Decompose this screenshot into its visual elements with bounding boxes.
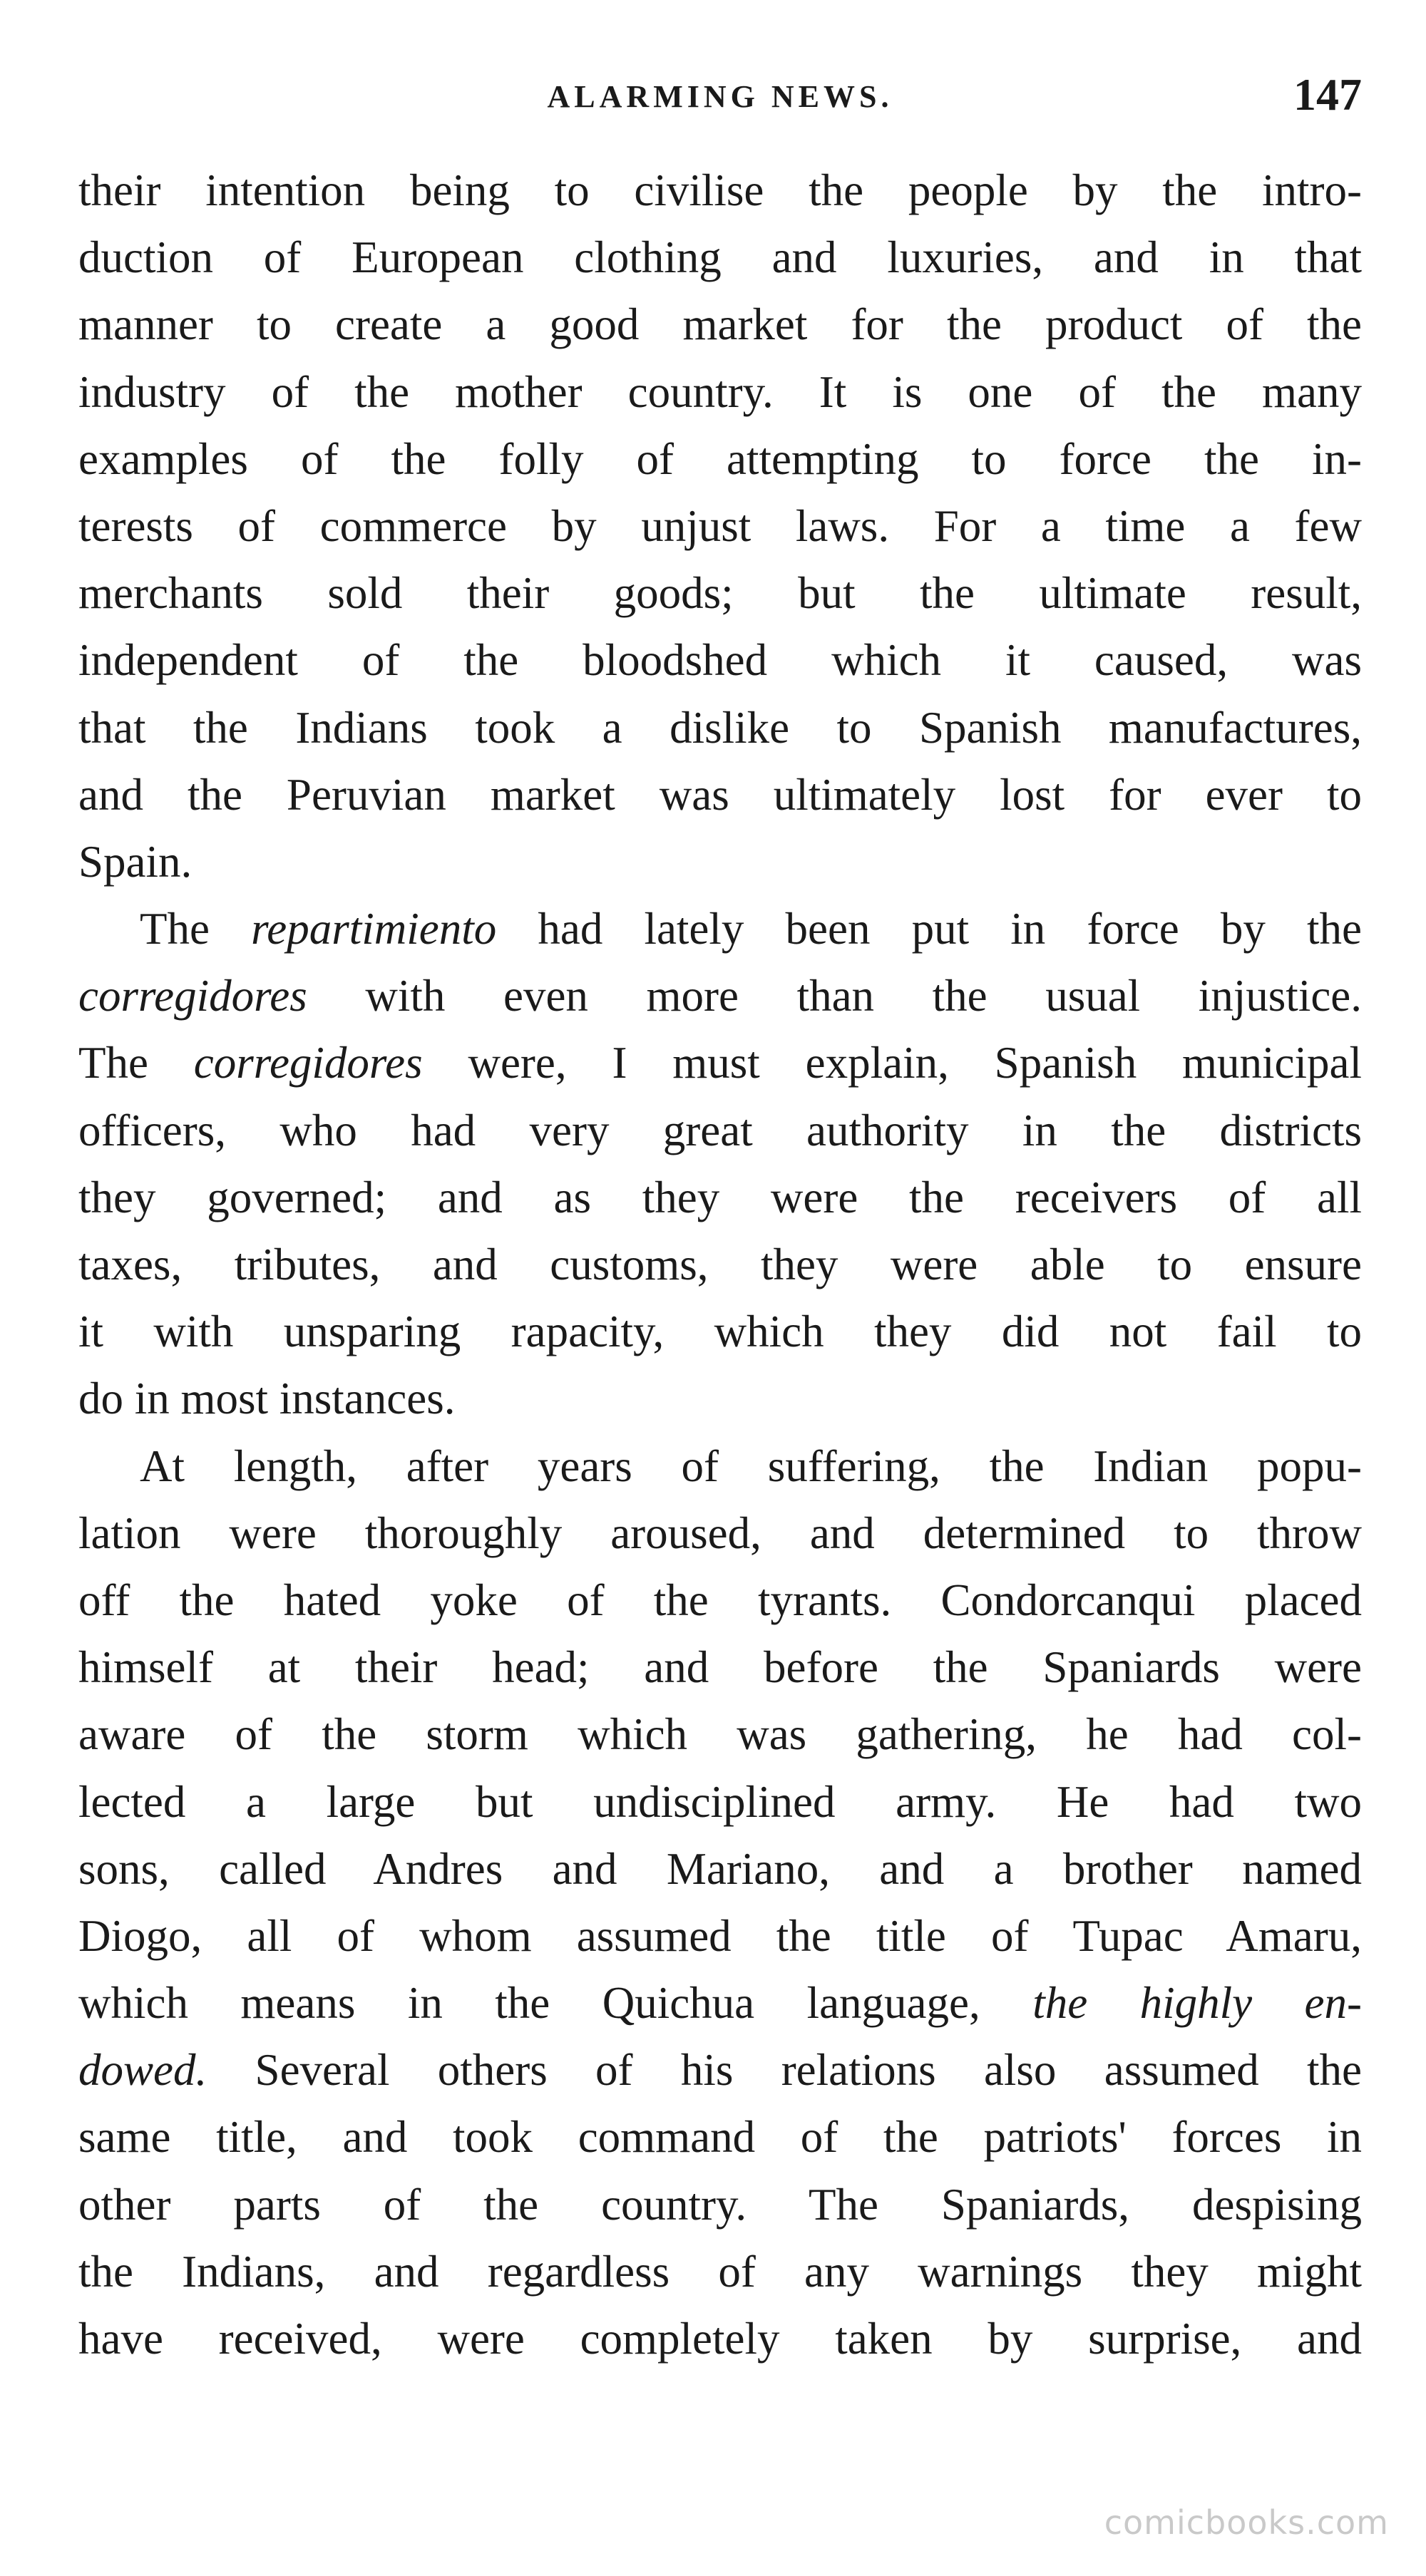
text-line: Diogo, all of whom assumed the title of Tupac Amaru, — [78, 1910, 1362, 1961]
text-line: that the Indians took a dislike to Spanish manufactures, — [78, 702, 1362, 753]
italic-term: repartimiento — [251, 904, 497, 954]
text-line: himself at their head; and before the Spaniards were — [78, 1642, 1362, 1693]
text-line: duction of European clothing and luxuries, and in that — [78, 232, 1362, 283]
text-line: have received, were completely taken by surprise, and — [78, 2314, 1362, 2364]
italic-term: corregidores — [193, 1038, 423, 1088]
text-line: aware of the storm which was gathering, he had col- — [78, 1709, 1362, 1760]
text-line: industry of the mother country. It is one of the many — [78, 366, 1362, 417]
text-line: lation were thoroughly aroused, and determined to throw — [78, 1508, 1362, 1558]
paragraph-3 — [78, 1433, 1362, 2373]
text-line: taxes, tributes, and customs, they were able to ensure — [78, 1240, 1362, 1289]
text-line: lected a large but undisciplined army. He had two — [78, 1776, 1362, 1827]
running-head — [78, 68, 1362, 133]
text-line: their intention being to civilise the people by the intro- — [78, 165, 1362, 215]
text-line: and the Peruvian market was ultimately lost for ever to — [78, 769, 1362, 820]
text-line: The repartimiento had lately been put in force by the — [140, 904, 1362, 954]
italic-term: dowed. — [78, 2045, 207, 2096]
text-line: Spain. — [78, 836, 193, 887]
italic-term: the highly en- — [1032, 1978, 1362, 2029]
running-title: ALARMING NEWS. — [547, 79, 893, 114]
text-line: same title, and took command of the patriots' forces in — [78, 2112, 1362, 2163]
text-line: the Indians, and regardless of any warnings they might — [78, 2246, 1362, 2297]
text-line: they governed; and as they were the receivers of all — [78, 1172, 1362, 1222]
text-line: merchants sold their goods; but the ultimate result, — [78, 568, 1362, 619]
text-line: manner to create a good market for the product of the — [78, 299, 1362, 350]
page-number: 147 — [1293, 69, 1362, 120]
text-line: dowed. Several others of his relations also assumed the — [78, 2045, 1362, 2096]
text-line: other parts of the country. The Spaniards, despising — [78, 2179, 1362, 2230]
text-line: examples of the folly of attempting to force the in- — [78, 433, 1362, 484]
paragraph-1 — [78, 157, 1362, 895]
text-line: sons, called Andres and Mariano, and a brother named — [78, 1843, 1362, 1894]
text-line: terests of commerce by unjust laws. For a time a few — [78, 500, 1362, 551]
watermark: comicbooks.com — [1104, 2503, 1389, 2542]
text-line: do in most instances. — [78, 1374, 456, 1424]
text-line: officers, who had very great authority in the districts — [78, 1105, 1362, 1155]
text-line: corregidores with even more than the usual injustice. — [78, 971, 1362, 1021]
text-line: it with unsparing rapacity, which they did not fail to — [78, 1307, 1362, 1357]
text-line: At length, after years of suffering, the Indian popu- — [140, 1441, 1362, 1491]
paragraph-2 — [78, 895, 1362, 1433]
text-line: which means in the Quichua language, the highly en- — [78, 1978, 1362, 2029]
italic-term: corregidores — [78, 971, 307, 1021]
body-text — [78, 157, 1362, 2372]
text-line: independent of the bloodshed which it caused, was — [78, 635, 1362, 686]
text-line: off the hated yoke of the tyrants. Condorcanqui placed — [78, 1575, 1362, 1625]
text-line: The corregidores were, I must explain, Spanish municipal — [78, 1038, 1362, 1088]
